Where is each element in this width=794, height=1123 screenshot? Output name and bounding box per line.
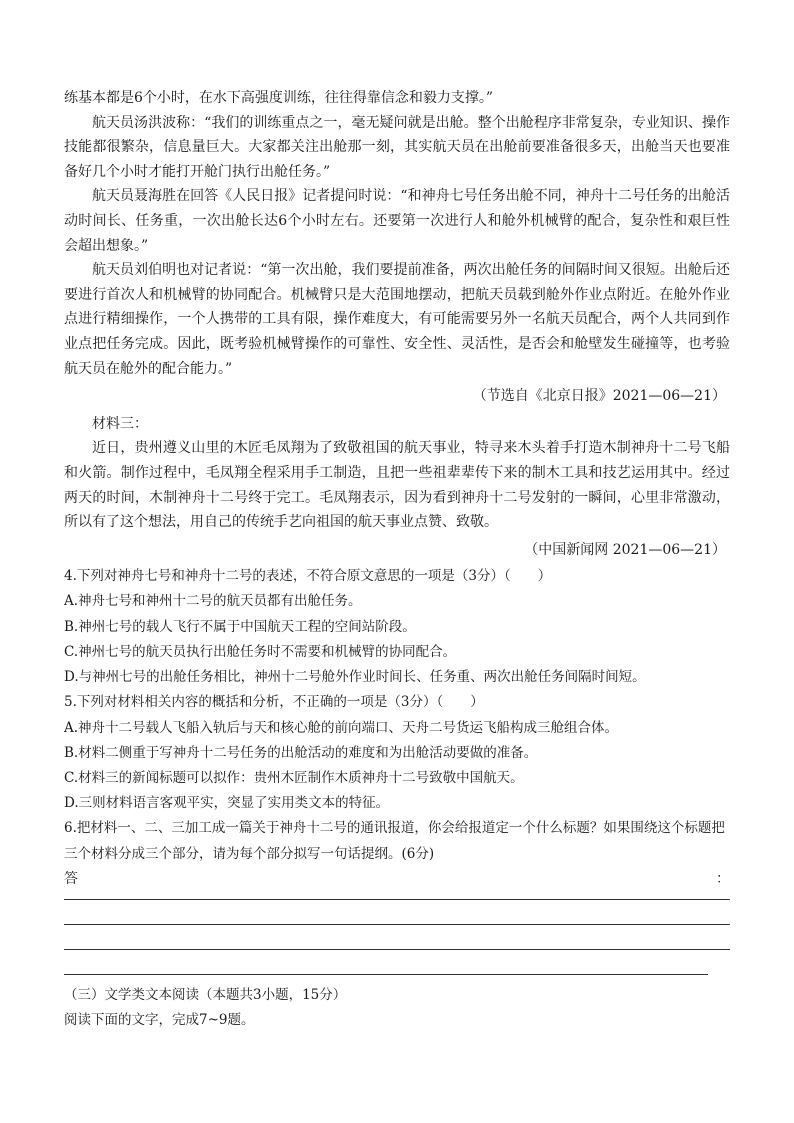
- answer-area[interactable]: [64, 867, 730, 891]
- question-5-option: C.材料三的新闻标题可以拟作：贵州木匠制作木质神舟十二号致敬中国航天。: [64, 769, 524, 786]
- answer-line[interactable]: [64, 949, 730, 950]
- question-4-option: B.神州七号的载人飞行不属于中国航天工程的空间站阶段。: [64, 618, 416, 635]
- question-5-option: B.材料二侧重于写神舟十二号任务的出舱活动的难度和为出舱活动要做的准备。: [64, 744, 538, 761]
- exam-page: [64, 86, 730, 1033]
- answer-label: 答: [64, 870, 78, 887]
- source-citation: （节选自《北京日报》2021—06—21）: [472, 388, 726, 405]
- passage-paragraph: 练基本都是6个小时，在水下高强度训练，往往得靠信念和毅力支撑。”: [64, 90, 494, 106]
- answer-line[interactable]: [64, 974, 708, 975]
- source-citation: （中国新闻网 2021—06—21）: [524, 541, 726, 558]
- passage-paragraph: 航天员聂海胜在回答《人民日报》记者提问时说：“和神舟七号任务出舱不同，神舟十二号任务的出舱活动时间长、任务重，一次出舱长达6个小时左右。还要第一次进行人和舱外机械臂的配合，复杂性和艰巨性会超出想象。”: [64, 188, 730, 254]
- material-label: 材料三：: [92, 415, 148, 432]
- passage-paragraph: 近日，贵州遵义山里的木匠毛凤翔为了致敬祖国的航天事业，特寻来木头着手打造木制神舟十二号飞船和火箭。制作过程中，毛凤翔全程采用手工制造，且把一些祖辈辈传下来的制木工具和技艺运用其中。经过两天的时间，木制神舟十二号终于完工。毛凤翔表示，因为看到神舟十二号发射的一瞬间，心里非常激动，所以有了这个想法，用自己的传统手艺向祖国的航天事业点赞、致敬。: [64, 440, 730, 531]
- question-4-option: A.神舟七号和神州十二号的航天员都有出舱任务。: [64, 593, 362, 610]
- question-6: 6.把材料一、二、三加工成一篇关于神舟十二号的通讯报道，你会给报道定一个什么标题？如果围绕这个标题把三个材料分成三个部分，请为每个部分拟写一句话提纲。(6分): [64, 820, 725, 862]
- answer-line[interactable]: [64, 924, 730, 925]
- question-5-option: D.三则材料语言客观平实，突显了实用类文本的特征。: [64, 795, 390, 812]
- answer-colon: ：: [716, 870, 730, 887]
- question-4-option: D.与神州七号的出舱任务相比，神州十二号舱外作业时间长、任务重、两次出舱任务间隔时间短。: [64, 669, 646, 686]
- section-heading: （三）文学类文本阅读（本题共3小题，15分）: [64, 986, 347, 1003]
- passage-paragraph: 航天员汤洪波称：“我们的训练重点之一，毫无疑问就是出舱。整个出舱程序非常复杂，专业知识、操作技能都很繁杂，信息量巨大。大家都关注出舱那一刻，其实航天员在出舱前要准备很多天，出舱当天也要准备好几个小时才能打开舱门执行出舱任务。”: [64, 114, 730, 180]
- answer-line[interactable]: [64, 899, 730, 900]
- question-4: 4.下列对神舟七号和神舟十二号的表述，不符合原文意思的一项是（3分）（ ）: [64, 568, 552, 585]
- passage-paragraph: 航天员刘伯明也对记者说：“第一次出舱，我们要提前准备，两次出舱任务的间隔时间又很短。出舱后还要进行首次人和机械臂的协同配合。机械臂只是大范围地摆动，把航天员载到舱外作业点附近。在舱外作业点进行精细操作，一个人携带的工具有限，操作难度大，有可能需要另外一名航天员配合，两个人共同到作业点把任务完成。因此，既考验机械臂操作的可靠性、安全性、灵活性，是否会和舱壁发生碰撞等，也考验航天员在舱外的配合能力。”: [64, 262, 730, 377]
- section-instruction: 阅读下面的文字，完成7~9题。: [64, 1011, 255, 1028]
- question-5: 5.下列对材料相关内容的概括和分析，不正确的一项是（3分）（ ）: [64, 694, 484, 711]
- question-4-option: C.神州七号的航天员执行出舱任务时不需要和机械臂的协同配合。: [64, 643, 457, 660]
- question-5-option: A.神舟十二号载人飞船入轨后与天和核心舱的前向端口、天舟二号货运飞船构成三舱组合体。: [64, 719, 619, 736]
